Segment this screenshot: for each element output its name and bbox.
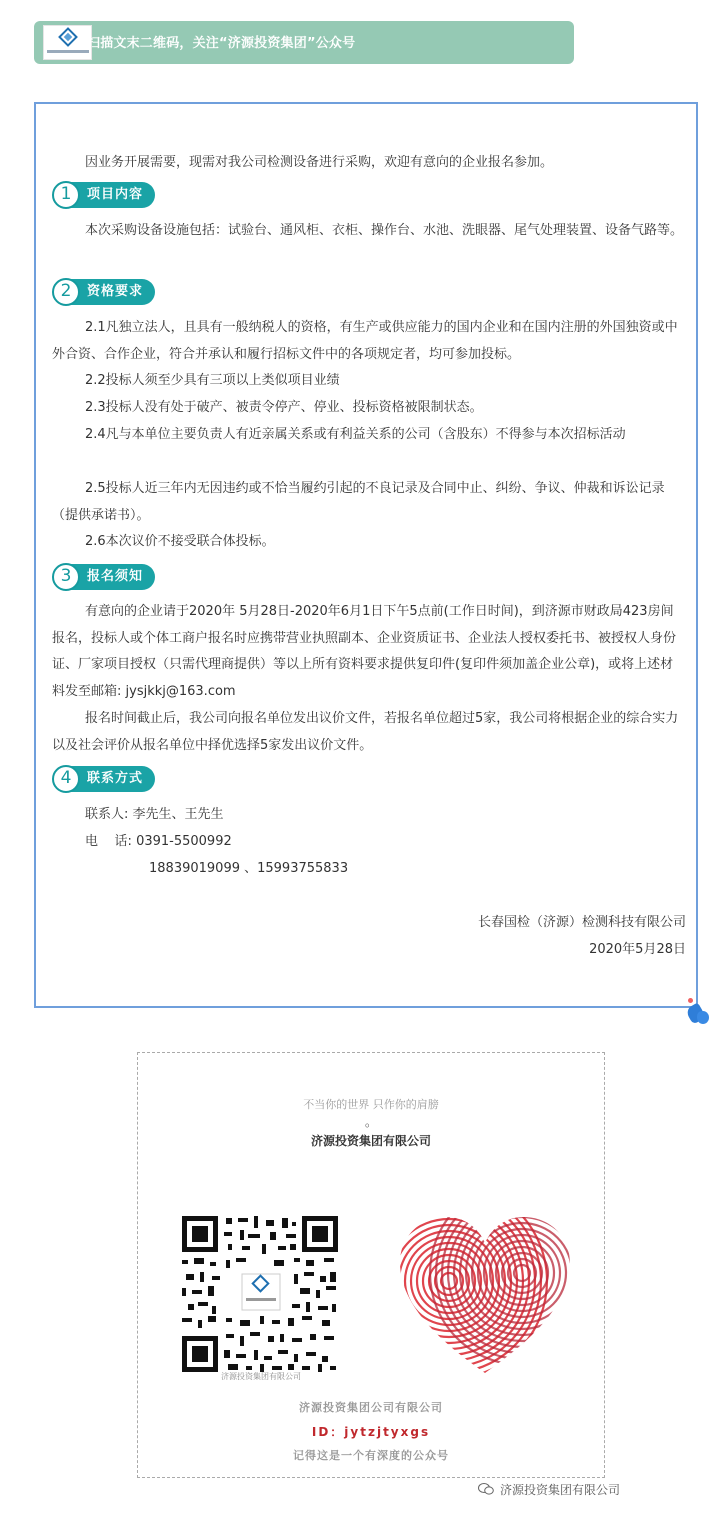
fingerprint-heart-icon (394, 1211, 576, 1379)
company-logo-icon (43, 25, 92, 60)
contact-person-value: 李先生、王先生 (132, 807, 224, 822)
qr-code-icon[interactable] (182, 1216, 338, 1372)
registration-paragraph: 有意向的企业请于2020年 5月28日-2020年6月1日下午5点前(工作日时间)，到济源市财政局423房间报名，投标人或个体工商户报名时应携带营业执照副本、企业资质证书、企业法人授权委托书、被授权人身份证、厂家项目授权（只需代理商提供）等以上所有资料要求提供复印件(复印件须加盖企业公章)，或将上述材料发至邮箱: jysjkkj@163.com (52, 604, 677, 699)
banner-text: 扫描文末二维码，关注“济源投资集团”公众号 (87, 36, 356, 51)
section-title: 资格要求 (66, 279, 155, 305)
requirement-item: 2.5投标人近三年内无因违约或不恰当履约引起的不良记录及合同中止、纠纷、争议、仲裁和诉讼记录（提供承诺书）。 (52, 481, 665, 523)
section-number-badge: 2 (52, 278, 80, 306)
registration-paragraph: 报名时间截止后，我公司向报名单位发出议价文件，若报名单位超过5家，我公司将根据企业的综合实力以及社会评价从报名单位中择优选择5家发出议价文件。 (52, 711, 679, 753)
announcement-card (34, 102, 698, 1008)
contact-person-line (85, 802, 645, 829)
section-number-badge: 4 (52, 765, 80, 793)
footer-company-spaced: 济源投资集团公司有限公司 (299, 1401, 443, 1414)
qr-caption: 济源投资集团有限公司 (221, 1372, 301, 1381)
signature-company: 长春国检（济源）检测科技有限公司 (477, 915, 686, 930)
follow-card (137, 1052, 605, 1478)
requirement-item: 2.6本次议价不接受联合体投标。 (85, 534, 275, 549)
contact-mobiles: 18839019099 、15993755833 (149, 861, 349, 876)
requirement-item: 2.2投标人须至少具有三项以上类似项目业绩 (85, 373, 340, 388)
remember-tagline: 记得这是一个有深度的公众号 (293, 1449, 449, 1462)
requirement-item: 2.4凡与本单位主要负责人有近亲属关系或有利益关系的公司（含股东）不得参与本次招标活动 (85, 427, 626, 442)
follow-banner (34, 21, 574, 64)
decorative-paint-icon (685, 997, 711, 1029)
section-title: 联系方式 (66, 766, 155, 792)
wechat-watermark (478, 1481, 620, 1498)
intro-paragraph: 因业务开展需要，现需对我公司检测设备进行采购，欢迎有意向的企业报名参加。 (85, 155, 554, 170)
signature-date: 2020年5月28日 (589, 942, 686, 957)
contact-phone-line (85, 829, 645, 856)
slogan-dot: 。 (364, 1115, 377, 1129)
project-content-paragraph: 本次采购设备设施包括：试验台、通风柜、衣柜、操作台、水池、洗眼器、尾气处理装置、设备气路等。 (85, 223, 684, 238)
contact-phone-label: 电 话: (85, 834, 132, 849)
account-id: ID：jytzjtyxgs (311, 1425, 431, 1439)
section-title: 项目内容 (66, 182, 155, 208)
section-title: 报名须知 (66, 564, 155, 590)
section-number-badge: 3 (52, 563, 80, 591)
requirement-item: 2.3投标人没有处于破产、被责令停产、停业、投标资格被限制状态。 (85, 400, 483, 415)
wechat-icon (478, 1483, 494, 1495)
contact-person-label: 联系人: (85, 807, 129, 822)
contact-phone-value: 0391-5500992 (136, 834, 232, 849)
slogan: 不当你的世界 只作你的肩膀 (303, 1098, 439, 1111)
footer-company-name: 济源投资集团有限公司 (310, 1134, 431, 1148)
watermark-text: 济源投资集团有限公司 (500, 1483, 621, 1497)
requirement-item: 2.1凡独立法人，且具有一般纳税人的资格，有生产或供应能力的国内企业和在国内注册的外国独资或中外合资、合作企业，符合并承认和履行招标文件中的各项规定者，均可参加投标。 (52, 320, 678, 362)
section-number-badge: 1 (52, 181, 80, 209)
